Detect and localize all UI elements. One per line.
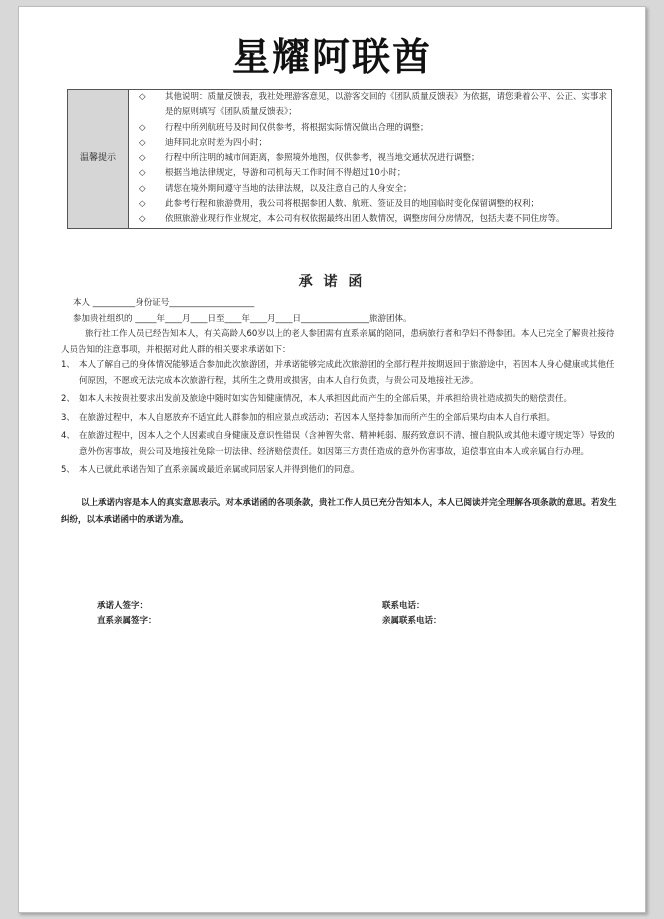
notice-item: ◇ 行程中所注明的城市间距离，参照境外地图，仅供参考，视当地交通状况进行调整； [139, 151, 608, 166]
signer-signature-label: 承诺人签字： [97, 601, 149, 611]
notice-item: ◇ 根据当地法律规定，导游和司机每天工作时间不得超过10小时； [139, 166, 608, 181]
diamond-bullet-icon: ◇ [139, 214, 146, 225]
diamond-bullet-icon: ◇ [139, 168, 146, 179]
notice-item: ◇ 此参考行程和旅游费用，我公司将根据参团人数、航班、签证及目的地国临时变化保留调整的权利； [139, 197, 608, 212]
diamond-bullet-icon: ◇ [139, 199, 146, 210]
terms-list [61, 358, 621, 479]
letter-summary: 以上承诺内容是本人的真实意思表示。对本承诺函的各项条款，贵社工作人员已充分告知本人，本人已阅读并完全理解各项条款的意思。若发生纠纷，以本承诺函中的承诺为准。 [61, 497, 617, 525]
diamond-bullet-icon: ◇ [139, 153, 146, 164]
document-page [18, 6, 646, 913]
letter-intro: 旅行社工作人员已经告知本人，有关高龄人60岁以上的老人参团需有直系亲属的陪同，患病旅行者和孕妇不得参团。本人已完全了解贵社接待人员告知的注意事项，并根据对此人群的相关要求承诺如下： [61, 329, 615, 355]
notice-label: 温馨提示 [68, 90, 129, 229]
diamond-bullet-icon: ◇ [139, 92, 146, 102]
notice-items [129, 90, 612, 229]
term-item: 4、 在旅游过程中，因本人之个人因素或自身健康及意识性错误（含神智失常、精神耗弱、服药致意识不清、擅自脱队或其他未遵守规定等）导致的意外伤害事故，贵公司及地接社免除一切法律、经济赔偿责任。如因第三方责任造成的意外伤害事故，追偿事宜由本人或亲属自行办理。 [61, 431, 615, 457]
notice-table [67, 89, 612, 229]
diamond-bullet-icon: ◇ [139, 122, 146, 133]
tour-date-line: 参加贵社组织的 _____年____月____日至____年____月____日________________旅游团体。 [73, 313, 412, 324]
term-item: 5、 本人已就此承诺告知了直系亲属或最近亲属或同居家人并得到他们的同意。 [61, 465, 360, 475]
notice-item: ◇ 请您在境外期间遵守当地的法律法规，以及注意自己的人身安全； [139, 182, 608, 197]
relative-phone-label: 亲属联系电话： [382, 616, 442, 626]
notice-item: ◇ 行程中所列航班号及时间仅供参考，将根据实际情况做出合理的调整； [139, 121, 608, 136]
signature-block [97, 599, 517, 629]
page-title: 星耀阿联酋 [231, 34, 432, 79]
term-item: 2、 如本人未按贵社要求出发前及旅途中随时如实告知健康情况，本人承担因此而产生的全部后果，并承担给贵社造成损失的赔偿责任。 [61, 394, 573, 404]
notice-item: ◇ 其他说明：质量反馈表，我社处理游客意见，以游客交回的《团队质量反馈表》为依据，请您秉着公平、公正、实事求是的原则填写《团队质量反馈表》； [139, 90, 608, 121]
term-item: 3、 在旅游过程中，本人自愿放弃不适宜此人群参加的相应景点或活动；若因本人坚持参加而所产生的全部后果均由本人自行承担。 [61, 412, 556, 423]
term-item: 1、 本人了解自己的身体情况能够适合参加此次旅游团，并承诺能够完成此次旅游团的全部行程并按期返回于旅游途中，若因本人身心健康或其他任何原因，不愿或无法完成本次旅游行程，其所生之费用或损害，由本人自行负责，与贵公司及地接社无涉。 [61, 360, 615, 386]
diamond-bullet-icon: ◇ [139, 183, 146, 194]
notice-item: ◇ 迪拜同北京时差为四小时； [139, 136, 608, 151]
relative-signature-label: 直系亲属签字： [97, 616, 157, 626]
signer-phone-label: 联系电话： [382, 601, 425, 611]
letter-body [61, 296, 621, 529]
name-id-line: 本人 __________身份证号____________________ [73, 298, 255, 308]
notice-item: ◇ 依照旅游业现行作业规定，本公司有权依据最终出团人数情况，调整房间分房情况，包括夫妻不同住房等。 [139, 212, 608, 227]
diamond-bullet-icon: ◇ [139, 137, 146, 148]
letter-heading: 承 诺 函 [298, 274, 366, 290]
